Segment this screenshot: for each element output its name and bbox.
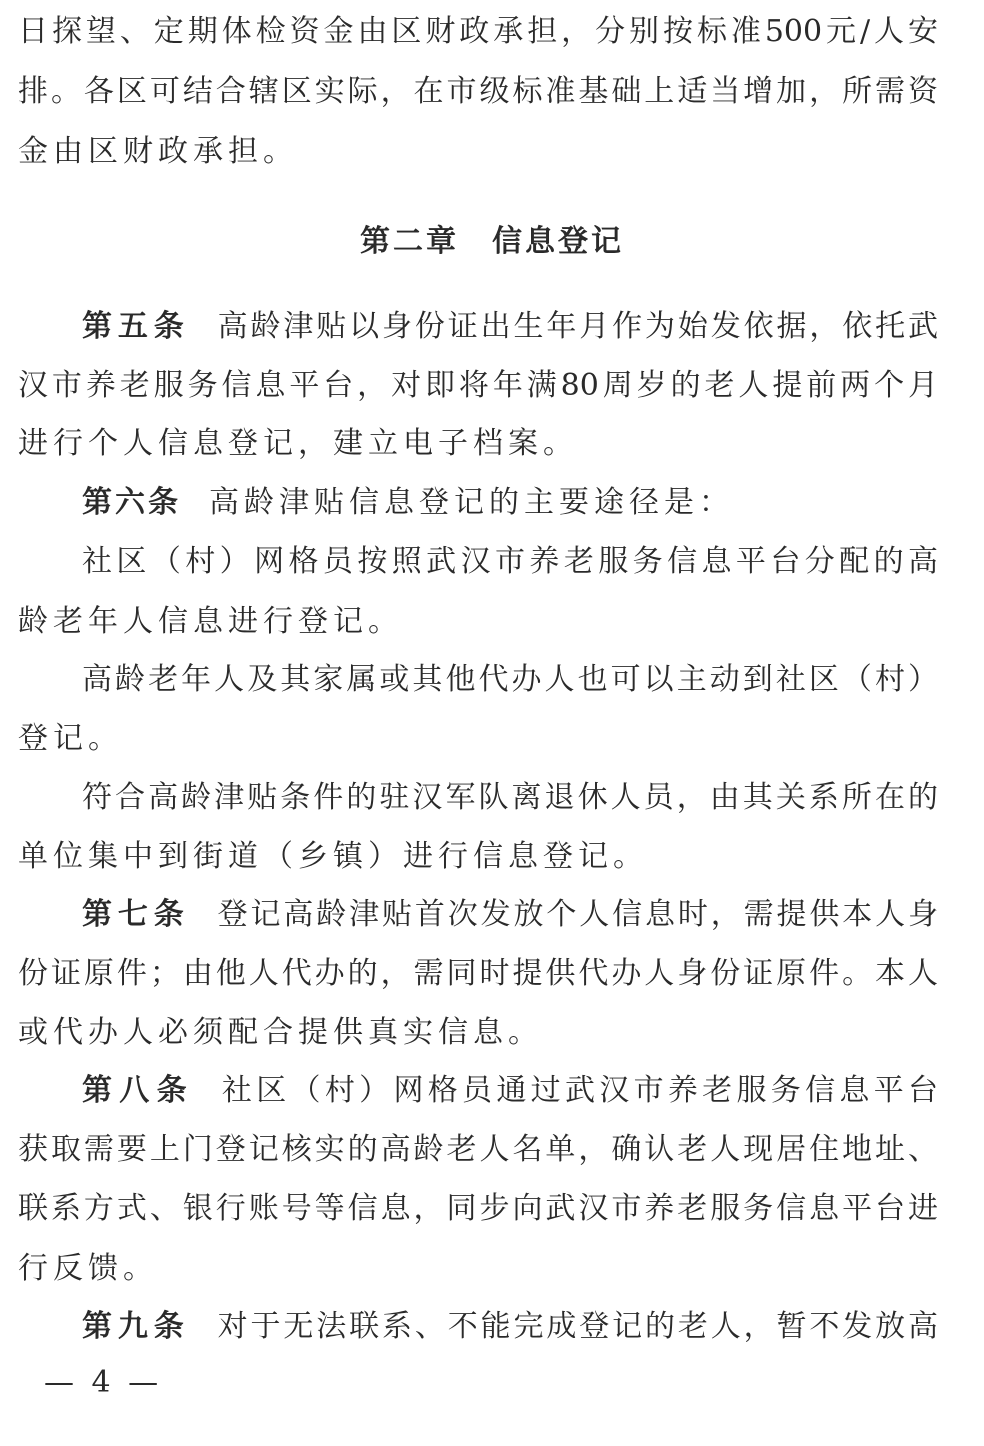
article-6-para-3-line-1: 符合高龄津贴条件的驻汉军队离退休人员，由其关系所在的 (82, 780, 938, 815)
article-8-line-2: 获取需要上门登记核实的高龄老人名单，确认老人现居住地址、 (18, 1132, 938, 1167)
article-6-para-2-line-1: 高龄老年人及其家属或其他代办人也可以主动到社区（村） (82, 662, 938, 697)
article-8-line-4: 行反馈。 (18, 1251, 158, 1286)
article-8-line-3: 联系方式、银行账号等信息，同步向武汉市养老服务信息平台进 (18, 1191, 938, 1226)
article-8-line-1 (82, 1061, 938, 1121)
article-7-line-1 (82, 885, 938, 945)
article-6-line-1 (82, 473, 938, 533)
page-number: — 4 — (44, 1365, 163, 1400)
article-9-label: 第九条 (82, 1309, 190, 1344)
chapter-title: 第二章 信息登记 (360, 224, 624, 259)
article-5-line-2: 汉市养老服务信息平台，对即将年满80周岁的老人提前两个月 (18, 368, 938, 403)
article-6-para-3-line-2: 单位集中到街道（乡镇）进行信息登记。 (18, 839, 648, 874)
intro-line-3: 金由区财政承担。 (18, 134, 298, 169)
article-9-line-1 (82, 1297, 938, 1357)
intro-line-1: 日探望、定期体检资金由区财政承担，分别按标准500元/人安 (18, 14, 938, 49)
article-5-label: 第五条 (82, 309, 190, 344)
article-6-para-1-line-1: 社区（村）网格员按照武汉市养老服务信息平台分配的高 (82, 544, 938, 579)
article-8-text-1: 社区（村）网格员通过武汉市养老服务信息平台 (221, 1073, 939, 1108)
article-6-text-1: 高龄津贴信息登记的主要途径是： (209, 485, 734, 520)
article-6-para-1-line-2: 龄老年人信息进行登记。 (18, 604, 403, 639)
article-7-text-1: 登记高龄津贴首次发放个人信息时，需提供本人身 (217, 897, 938, 932)
article-7-line-3: 或代办人必须配合提供真实信息。 (18, 1015, 543, 1050)
article-7-line-2: 份证原件；由他人代办的，需同时提供代办人身份证原件。本人 (18, 956, 938, 991)
article-6-para-2-line-2: 登记。 (18, 721, 123, 756)
article-5-line-3: 进行个人信息登记，建立电子档案。 (18, 426, 578, 461)
article-9-text-1: 对于无法联系、不能完成登记的老人，暂不发放高 (217, 1309, 938, 1344)
article-5-text-1: 高龄津贴以身份证出生年月作为始发依据，依托武 (217, 309, 938, 344)
article-5-line-1 (82, 297, 938, 357)
article-6-label: 第六条 (82, 485, 181, 520)
article-7-label: 第七条 (82, 897, 190, 932)
intro-line-2: 排。各区可结合辖区实际，在市级标准基础上适当增加，所需资 (18, 74, 938, 109)
article-8-label: 第八条 (82, 1073, 194, 1108)
